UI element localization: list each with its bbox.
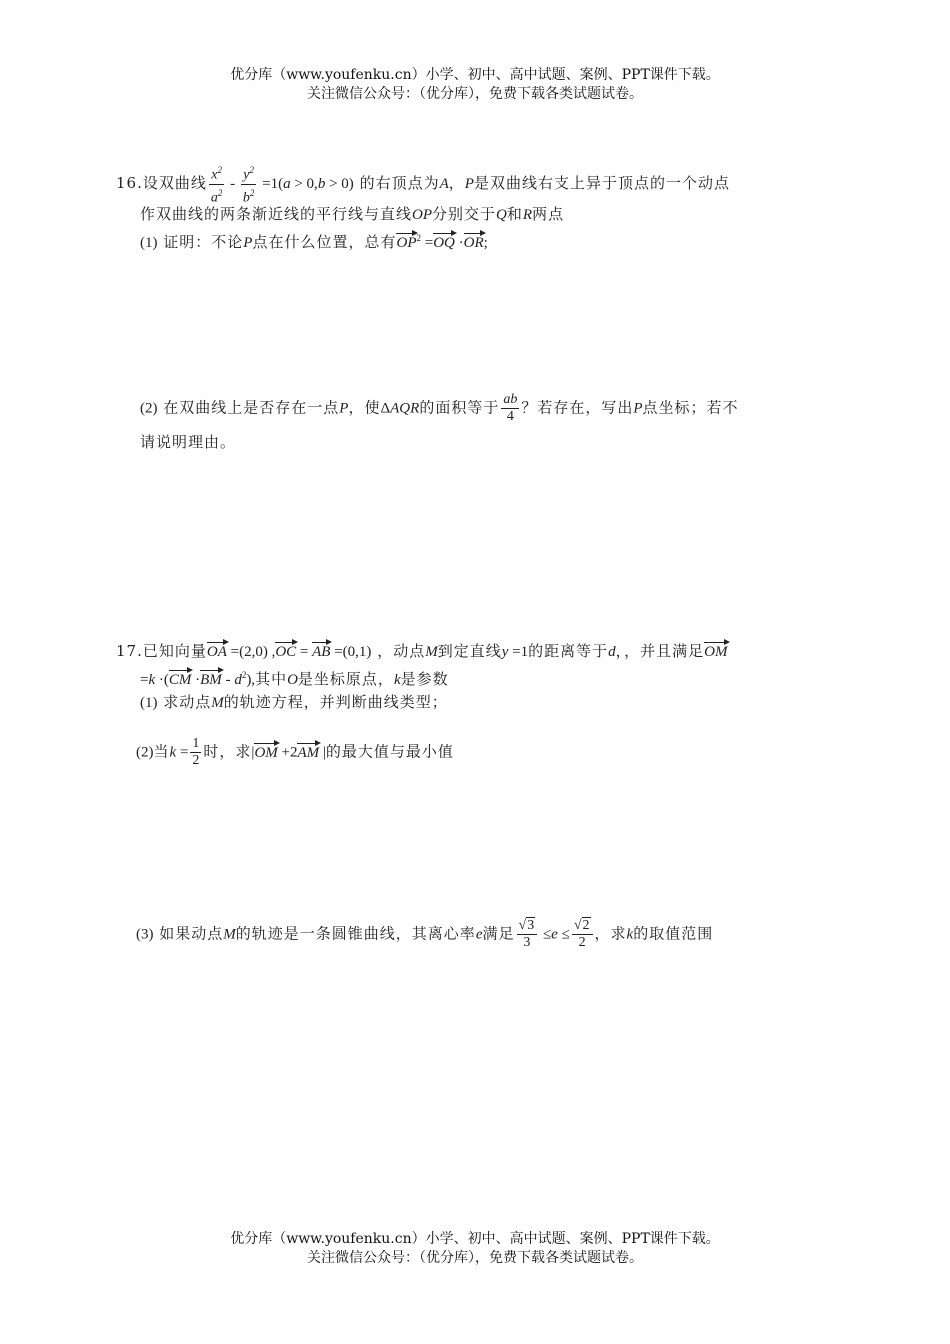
q17-p2-a: 当: [153, 742, 170, 761]
q17-p3-label: (3): [136, 926, 154, 943]
q16-frac-x2-a2: $\frac{x^2}{a^2}$: [209, 162, 225, 206]
q17-p1-label: (1): [140, 695, 158, 711]
footer-line-2: 关注微信公众号：（优分库），免费下载各类试题试卷。: [307, 1250, 643, 1266]
header-line-1: 优分库（www.youfenku.cn）小学、初中、高中试题、案例、PPT课件下载。: [230, 67, 720, 83]
q16-stem-b: 的右顶点为: [359, 174, 440, 193]
q16-stem2-c: 和: [506, 205, 523, 223]
q16-p1-b: 点在什么位置，总有: [252, 233, 397, 251]
q17-number: 17.: [116, 642, 143, 660]
q16-p2-b: ，使: [348, 398, 381, 417]
q17-p2-label: (2): [136, 744, 154, 761]
q17-stem-a: 已知向量: [142, 642, 207, 660]
q17-stem-e: ，并且满足: [624, 642, 705, 660]
q17-p2-c: 的最大值与最小值: [325, 742, 454, 761]
q17-stem2-d: 是参数: [400, 670, 449, 688]
q17-p3-c: 满足: [482, 924, 515, 943]
q16-number: 16.: [116, 174, 143, 193]
footer-line-1: 优分库（www.youfenku.cn）小学、初中、高中试题、案例、PPT课件下载。: [230, 1231, 720, 1247]
q17-p3-d: ，求: [594, 924, 627, 943]
q17-p1-a: 求动点: [163, 693, 212, 711]
page-footer: [0, 1230, 950, 1268]
q16-part2: (2) 在双曲线上是否存在一点P，使ΔAQR的面积等于 $\frac{ab}{4}$ ？若存在，写出P点坐标；若不: [140, 392, 739, 424]
q17-frac-sqrt2-2: $\frac{√2}{2}$: [572, 918, 593, 951]
q17-part2: (2)当k = $\frac{1}{2}$ 时，求|OM +2AM |的最大值与最小值: [136, 736, 454, 768]
q17-stem2-b: 其中: [255, 670, 288, 688]
q17-frac-sqrt3-3: $\frac{√3}{3}$: [517, 918, 538, 951]
q17-p3-e: 的取值范围: [633, 924, 714, 943]
q16-part1: (1) 证明：不论P点在什么位置，总有$OP^2 =OQ \cdot OR$;: [140, 233, 488, 251]
page-header: [0, 66, 950, 104]
q16-stem2-d: 两点: [532, 205, 565, 223]
q17-stem-b: ，动点: [377, 642, 426, 660]
q16-stem2-a: 作双曲线的两条渐近线的平行线与直线: [140, 205, 413, 223]
q17-p3-a: 如果动点: [159, 924, 224, 943]
q16-p2-label: (2): [140, 400, 158, 417]
q16-p1-label: (1): [140, 235, 158, 251]
q16-p2-e: 点坐标；若不: [642, 398, 739, 417]
q16-part2-line2: 请说明理由。: [140, 433, 237, 451]
q17-stem-c: 到定直线: [437, 642, 502, 660]
q17-stem-line1: 17.已知向量OA =(2,0) ,OC = AB =(0,1) ，动点M到定直线y =1的距离等于d，，并且满足OM: [116, 642, 728, 660]
q17-p3-b: 的轨迹是一条圆锥曲线，其离心率: [235, 924, 476, 943]
q17-stem2-c: 是坐标原点，: [297, 670, 394, 688]
q16-p2-d: ？若存在，写出: [521, 398, 634, 417]
q17-stem-line2: $=k \cdot(CM \cdot BM - d^2)$,其中O是坐标原点，k是参数: [140, 670, 449, 688]
q16-frac-ab-4: $\frac{ab}{4}$: [503, 392, 518, 424]
q17-part1: (1) 求动点M的轨迹方程，并判断曲线类型；: [140, 693, 448, 711]
q16-stem-c: 是双曲线右支上异于顶点的一个动点: [473, 174, 730, 193]
q16-p2-c: 的面积等于: [419, 398, 500, 417]
q16-stem2-b: 分别交于: [432, 205, 497, 223]
q16-stem-line1: 16.设双曲线 $\frac{x^2}{a^2}$ - $\frac{y^2}{b^2}$ =1(a > 0,b > 0) 的右顶点为A，P是双曲线右支上异于顶点的一个动点: [116, 162, 730, 206]
q17-stem-d: 的距离等于: [528, 642, 609, 660]
q16-p2-a: 在双曲线上是否存在一点: [163, 398, 340, 417]
header-line-2: 关注微信公众号：（优分库），免费下载各类试题试卷。: [307, 86, 643, 102]
q16-stem-a: 设双曲线: [142, 174, 207, 193]
q16-frac-y2-b2: $\frac{y^2}{b^2}$: [241, 162, 257, 206]
q17-frac-1-2: $\frac{1}{2}$: [192, 736, 200, 768]
q16-p1-a: 证明：不论: [163, 233, 244, 251]
q17-part3: (3) 如果动点M的轨迹是一条圆锥曲线，其离心率e满足 $\frac{√3}{3}$ ≤e ≤ $\frac{√2}{2}$ ，求k的取值范围: [136, 918, 714, 950]
q17-p1-b: 的轨迹方程，并判断曲线类型；: [223, 693, 448, 711]
q17-p2-b: 时，求: [203, 742, 252, 761]
q16-stem-line2: 作双曲线的两条渐近线的平行线与直线OP分别交于Q和R两点: [140, 205, 565, 223]
